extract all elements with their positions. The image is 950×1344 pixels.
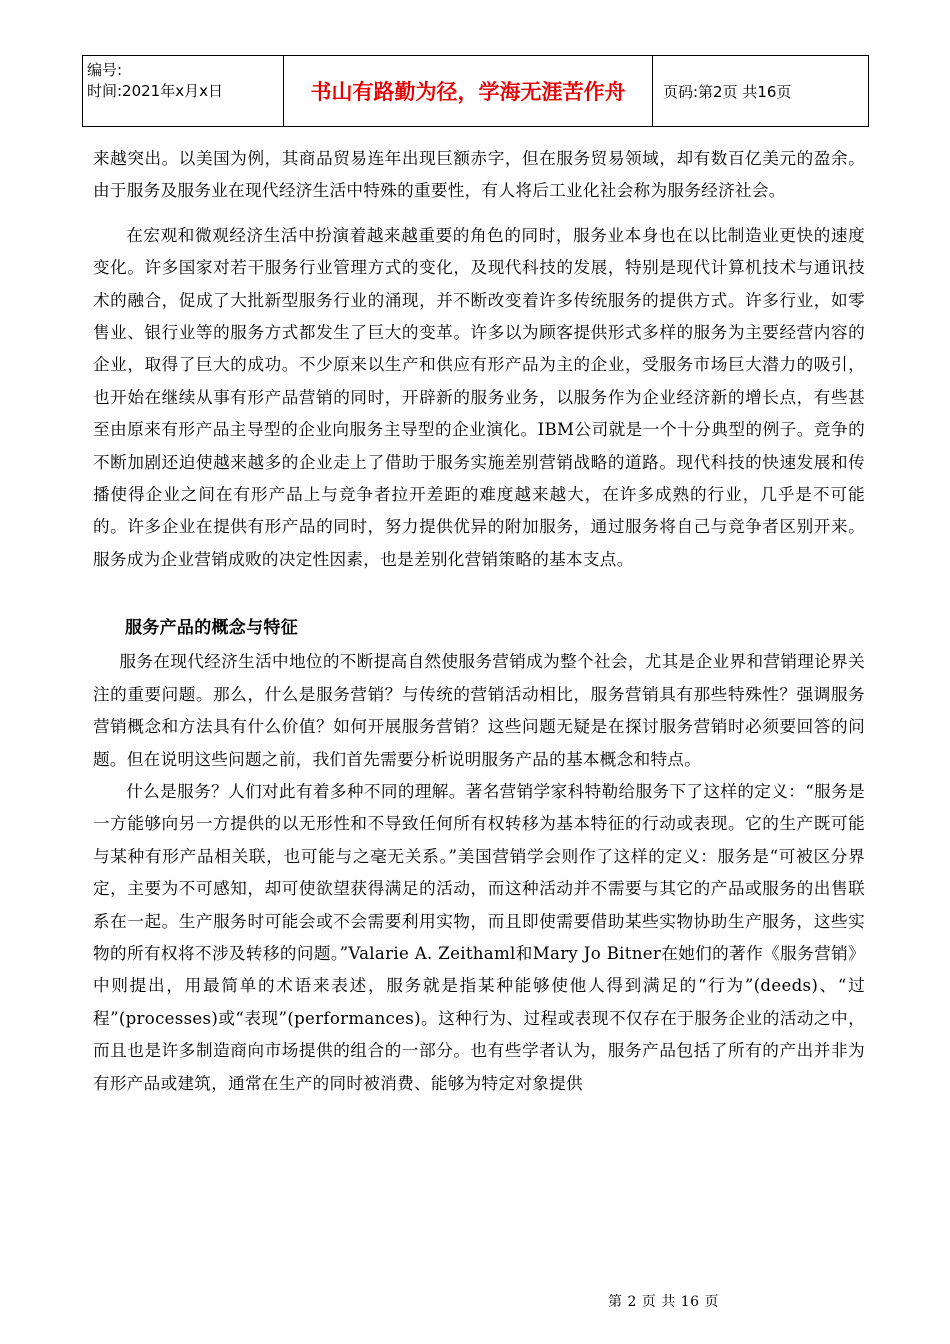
section-heading: 服务产品的概念与特征 [125,618,298,639]
document-body [93,143,865,1100]
paragraph-4: 什么是服务？人们对此有着多种不同的理解。著名营销学家科特勒给服务下了这样的定义：“服务是一方能够向另一方提供的以无形性和不导致任何所有权转移为基本特征的行动或表现。它的生产既可能与某种有形产品相关联，也可能与之毫无关系。”美国营销学会则作了这样的定义：服务是“可被区分界定，主要为不可感知，却可使欲望获得满足的活动，而这种活动并不需要与其它的产品或服务的出售联系在一起。生产服务时可能会或不会需要利用实物，而且即使需要借助某些实物协助生产服务，这些实物的所有权将不涉及转移的问题。”Valarie A. Zeithaml和Mary Jo Bitner在她们的著作《服务营销》中则提出，用最简单的术语来表述，服务就是指某种能够使他人得到满足的“行为”(deeds)、“过程”(processes)或“表现”(performances)。这种行为、过程或表现不仅存在于服务企业的活动之中，而且也是许多制造商向市场提供的组合的一部分。也有些学者认为，服务产品包括了所有的产出并非为有形产品或建筑，通常在生产的同时被消费、能够为特定对象提供 [93,781,865,1093]
header-meta [83,56,284,127]
page-header [82,55,869,127]
paragraph-1: 来越突出。以美国为例，其商品贸易连年出现巨额赤字，但在服务贸易领域，却有数百亿美元的盈余。由于服务及服务业在现代经济生活中特殊的重要性，有人将后工业化社会称为服务经济社会。 [93,149,865,201]
document-number-label: 编号: [87,61,123,79]
header-page-code: 页码:第2页 共16页 [653,56,869,127]
paragraph-3: 服务在现代经济生活中地位的不断提高自然使服务营销成为整个社会，尤其是企业界和营销理论界关注的重要问题。那么，什么是服务营销？与传统的营销活动相比，服务营销具有那些特殊性？强调服务营销概念和方法具有什么价值？如何开展服务营销？这些问题无疑是在探讨服务营销时必须要回答的问题。但在说明这些问题之前，我们首先需要分析说明服务产品的基本概念和特点。 [93,652,865,769]
paragraph-2: 在宏观和微观经济生活中扮演着越来越重要的角色的同时，服务业本身也在以比制造业更快的速度变化。许多国家对若干服务行业管理方式的变化，及现代科技的发展，特别是现代计算机技术与通讯技术的融合，促成了大批新型服务行业的涌现，并不断改变着许多传统服务的提供方式。许多行业，如零售业、银行业等的服务方式都发生了巨大的变革。许多以为顾客提供形式多样的服务为主要经营内容的企业，取得了巨大的成功。不少原来以生产和供应有形产品为主的企业，受服务市场巨大潜力的吸引，也开始在继续从事有形产品营销的同时，开辟新的服务业务，以服务作为企业经济新的增长点，有些甚至由原来有形产品主导型的企业向服务主导型的企业演化。IBM公司就是一个十分典型的例子。竞争的不断加剧还迫使越来越多的企业走上了借助于服务实施差别营销战略的道路。现代科技的快速发展和传播使得企业之间在有形产品上与竞争者拉开差距的难度越来越大，在许多成熟的行业，几乎是不可能的。许多企业在提供有形产品的同时，努力提供优异的附加服务，通过服务将自己与竞争者区别开来。服务成为企业营销成败的决定性因素，也是差别化营销策略的基本支点。 [93,225,865,569]
page-footer: 第 2 页 共 16 页 [608,1294,719,1310]
header-motto: 书山有路勤为径，学海无涯苦作舟 [284,56,653,127]
document-time-label: 时间:2021年x月x日 [87,82,223,100]
